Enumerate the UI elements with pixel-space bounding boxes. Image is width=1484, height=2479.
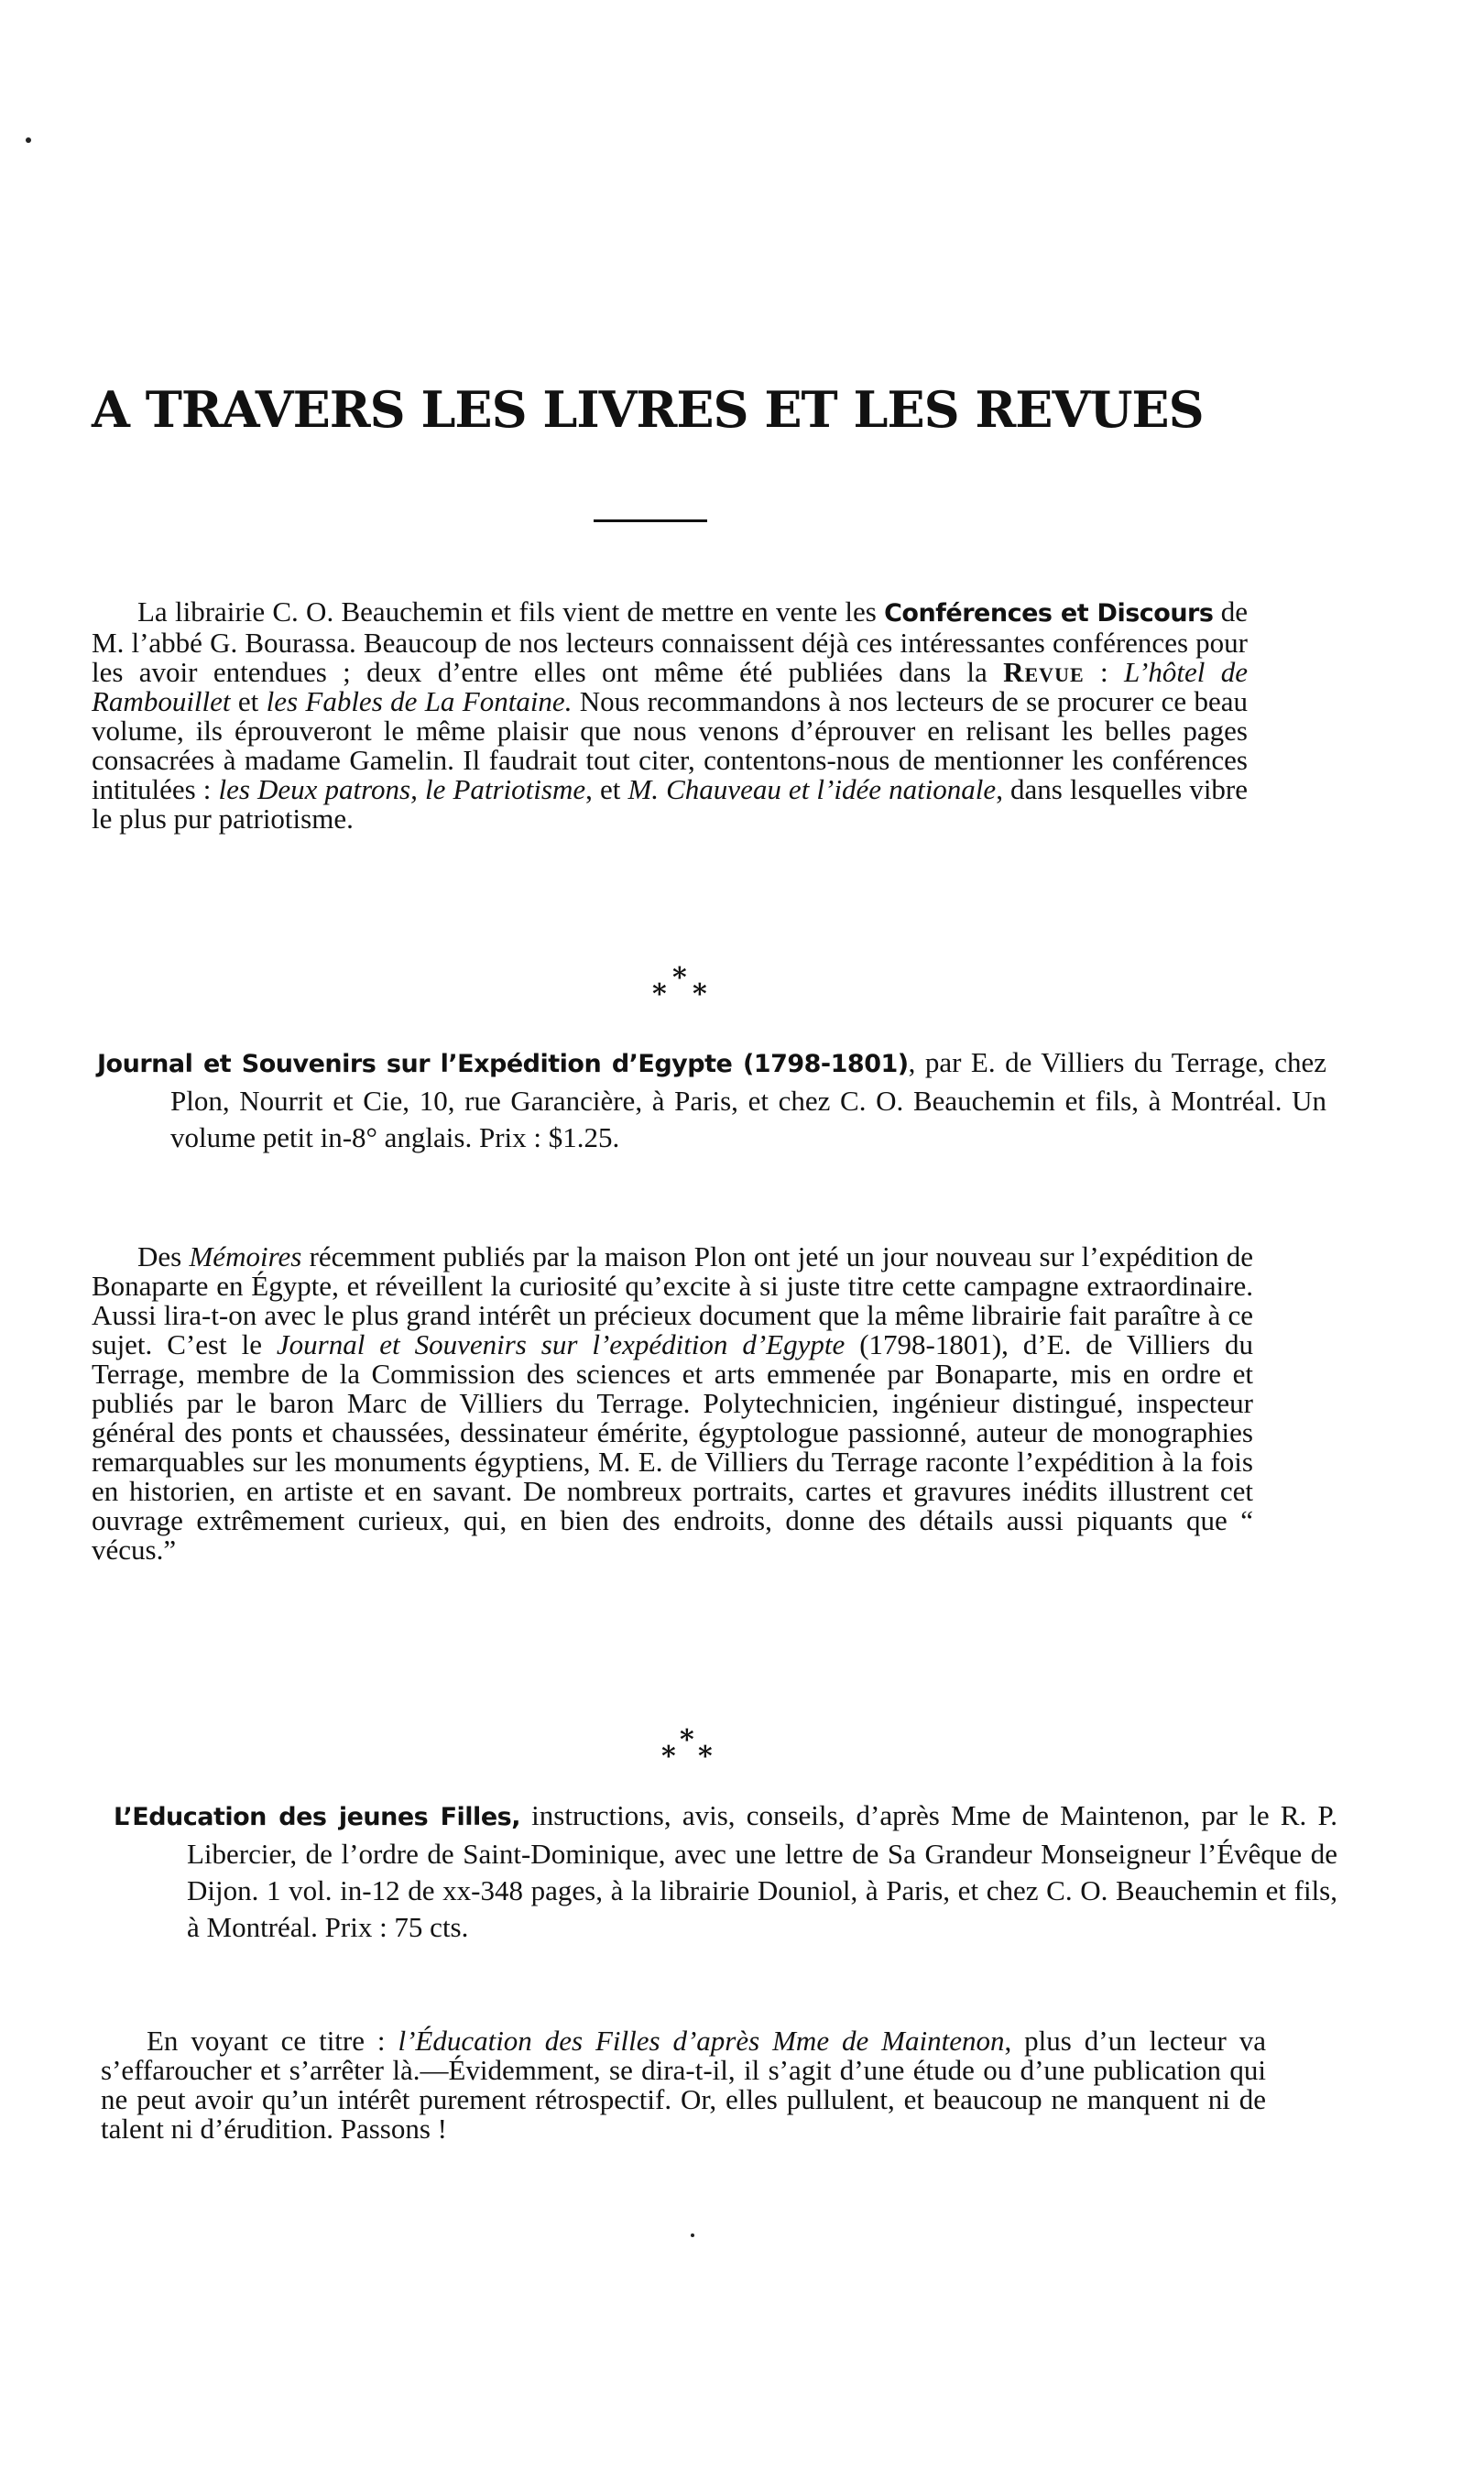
- ornament-star: *: [661, 1741, 676, 1773]
- entry-education-title: L’Education des jeunes Filles,: [114, 1803, 520, 1831]
- ornament-star: *: [698, 1741, 713, 1773]
- intro-text-3: :: [1084, 656, 1124, 688]
- entry-expedition-title: Journal et Souvenirs sur l’Expédition d’Egypte (1798-1801): [97, 1050, 909, 1078]
- book-entry-expedition: [97, 1044, 1326, 1156]
- review-text-1: Des: [137, 1240, 190, 1272]
- intro-title-chauveau: M. Chauveau et l’idée nationale: [627, 773, 997, 805]
- review-title-memoires: Mémoires: [189, 1240, 302, 1272]
- intro-text-6: , et: [585, 773, 628, 805]
- intro-revue: Revue: [1003, 656, 1085, 688]
- section-ornament-1: [643, 962, 716, 1026]
- print-speck: [26, 137, 31, 143]
- review2-text-1: En voyant ce titre :: [147, 2025, 398, 2057]
- title-rule: [594, 519, 707, 522]
- intro-text-4: et: [230, 685, 267, 717]
- intro-text-7: , dans lesquelles vibre le plus pur patriotisme.: [92, 773, 1249, 835]
- section-ornament-2: [652, 1724, 726, 1788]
- review-text-2: récemment publiés par la maison Plon ont jeté un jour nouveau sur l’expédition de Bonaparte en Égypte, et réveillent la curiosité qu’excite à si juste titre cette campagne extraordinaire. Aussi lira-t-on avec le plus grand intérêt un précieux document que la même librairie fait paraître à ce sujet. C’est le: [92, 1240, 1253, 1360]
- ornament-star: *: [693, 978, 707, 1010]
- entry-education-details: instructions, avis, conseils, d’après Mme de Maintenon, par le R. P. Libercier, de l’ordre de Saint-Dominique, avec une lettre de Sa Grandeur Monseigneur l’Évêque de Dijon. 1 vol. in-12 de xx-348 pages, à la librairie Douniol, à Paris, et chez C. O. Beauchemin et fils, à Montréal. Prix : 75 cts.: [187, 1799, 1338, 1943]
- review-text-3: (1798-1801), d’E. de Villiers du Terrage, membre de la Commission des sciences et arts emmenée par Bonaparte, mis en ordre et publiés par le baron Marc de Villiers du Terrage. Polytechnicien, ingénieur distingué, inspecteur général des ponts et chaussées, dessinateur émérite, égyptologue passionné, auteur de monographies remarquables sur les monuments égyptiens, M. E. de Villiers du Terrage raconte l’expédition à la fois en historien, en artiste et en savant. De nombreux portraits, cartes et gravures inédits illustrent cet ouvrage extrêmement curieux, qui, en bien des endroits, donne des détails aussi piquants que “ vécus.”: [92, 1328, 1253, 1566]
- review-title-journal: Journal et Souvenirs sur l’expédition d’Egypte: [276, 1328, 846, 1360]
- intro-text-2: de M. l’abbé G. Bourassa. Beaucoup de nos lecteurs connaissent déjà ces intéressantes conférences pour les avoir entendues ; deux d’entre elles ont même été publiées dans la: [92, 595, 1248, 688]
- review2-text-2: , plus d’un lecteur va s’effaroucher et s’arrêter là.—Évidemment, se dira-t-il, il s’agit d’une étude ou d’une publication qui ne peut avoir qu’un intérêt purement rétrospectif. Or, elles pullulent, et beaucoup ne manquent ni de talent ni d’érudition. Passons !: [101, 2025, 1266, 2145]
- ornament-star: *: [652, 978, 667, 1010]
- intro-text-5: Nous recommandons à nos lecteurs de se procurer ce beau volume, ils éprouveront le même plaisir que nous venons d’éprouver en relisant les belles pages consacrées à madame Gamelin. Il faudrait tout citer, contentons-nous de mentionner les conférences intitulées :: [92, 685, 1249, 805]
- intro-book-title: Conférences et Discours: [884, 599, 1214, 628]
- intro-title-deux-patrons: les Deux patrons, le Patriotisme: [218, 773, 586, 805]
- page-title: A TRAVERS LES LIVRES ET LES REVUES: [92, 380, 1204, 439]
- ornament-star: *: [680, 1724, 694, 1756]
- intro-text-1: La librairie C. O. Beauchemin et fils vient de mettre en vente les: [137, 595, 885, 628]
- book-entry-education: [114, 1797, 1337, 1946]
- review-paragraph-education: [101, 2026, 1266, 2144]
- review2-title-education: l’Éducation des Filles d’après Mme de Maintenon: [398, 2025, 1005, 2057]
- intro-title-fables: les Fables de La Fontaine.: [266, 685, 573, 717]
- review-paragraph-expedition: [92, 1242, 1253, 1565]
- intro-title-rambouillet: L’hôtel de Rambouillet: [92, 656, 1248, 717]
- print-speck: [691, 2233, 694, 2237]
- ornament-star: *: [672, 962, 687, 994]
- entry-expedition-details: , par E. de Villiers du Terrage, chez Plon, Nourrit et Cie, 10, rue Garancière, à Paris, et chez C. O. Beauchemin et fils, à Montréal. Un volume petit in-8° anglais. Prix : $1.25.: [170, 1046, 1326, 1153]
- intro-paragraph: [92, 597, 1248, 834]
